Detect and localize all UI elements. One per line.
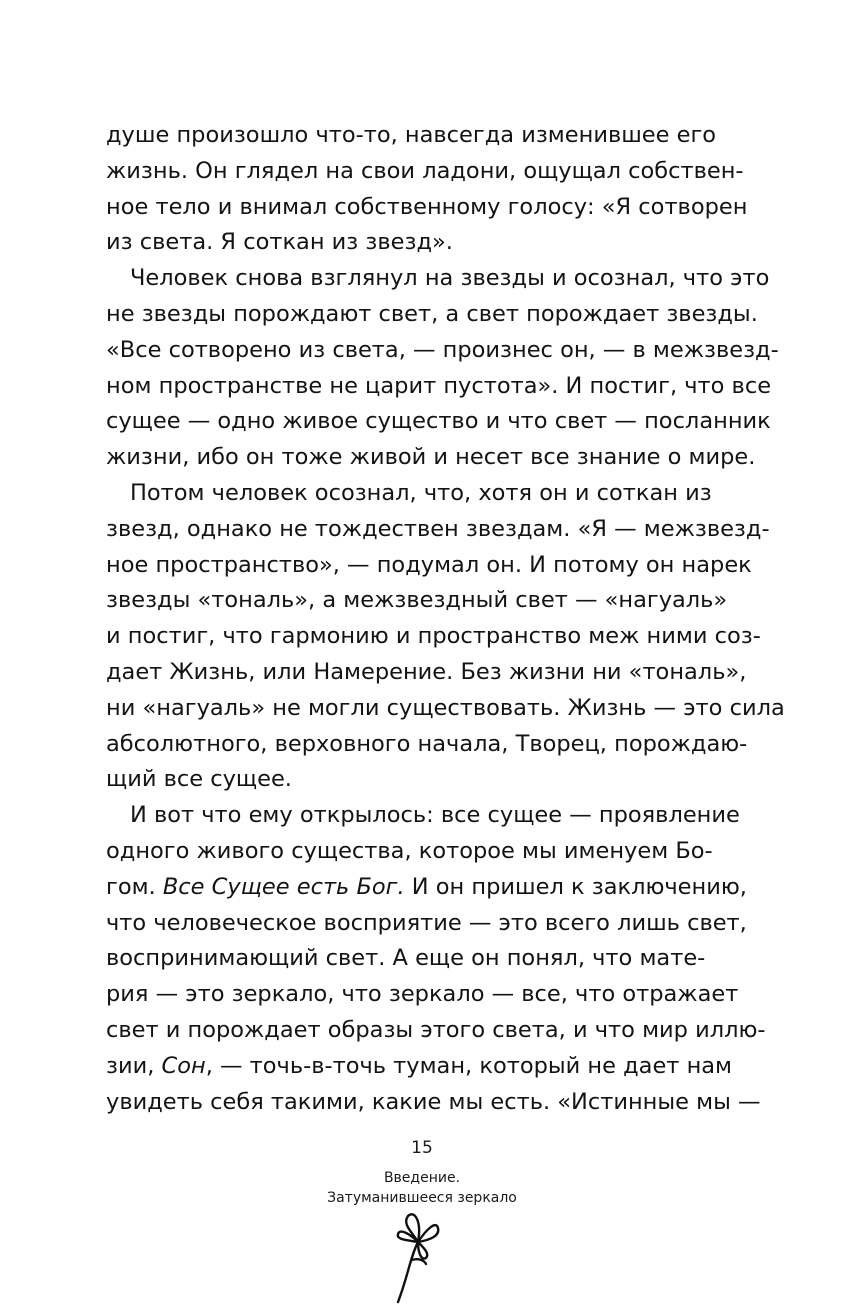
- text-line: одного живого существа, которое мы именуем Бо-: [106, 837, 713, 864]
- running-title-line-2: Затуманившееся зеркало: [327, 1190, 517, 1206]
- text-line: из света. Я соткан из звезд».: [106, 229, 453, 256]
- text-line: ни «нагуаль» не могли существовать. Жизнь — это сила: [106, 694, 785, 721]
- text-line: рия — это зеркало, что зеркало — все, что отражает: [106, 981, 739, 1008]
- text-line: ное тело и внимал собственному голосу: «Я сотворен: [106, 193, 748, 220]
- text-line: звезд, однако не тождествен звездам. «Я — межзвезд-: [106, 515, 770, 542]
- flower-sprig-icon: [388, 1206, 448, 1306]
- text-line: абсолютного, верховного начала, Творец, порождаю-: [106, 730, 748, 757]
- text-line: жизни, ибо он тоже живой и несет все знание о мире.: [106, 444, 756, 471]
- paragraph: [106, 798, 766, 1120]
- text-line: зии, Сон, — точь-в-точь туман, который не дает нам: [106, 1052, 733, 1079]
- text-line: дает Жизнь, или Намерение. Без жизни ни «тональ»,: [106, 658, 747, 685]
- text-line: и постиг, что гармонию и пространство меж ними соз-: [106, 623, 761, 650]
- text-line: гом. Все Сущее есть Бог. И он пришел к заключению,: [106, 873, 747, 900]
- text-line: жизнь. Он глядел на свои ладони, ощущал собствен-: [106, 157, 744, 184]
- text-line: Человек снова взглянул на звезды и осознал, что это: [130, 265, 770, 292]
- text-line: звезды «тональ», а межзвездный свет — «нагуаль»: [106, 587, 728, 614]
- paragraph: [106, 118, 748, 261]
- page-number: 15: [411, 1138, 433, 1158]
- body-text: [106, 118, 785, 1120]
- text-line: И вот что ему открылось: все сущее — проявление: [130, 802, 740, 829]
- text-line: ном пространстве не царит пустота». И постиг, что все: [106, 372, 772, 399]
- paragraph: [106, 476, 785, 798]
- text-line: увидеть себя такими, какие мы есть. «Истинные мы —: [106, 1088, 761, 1115]
- running-title-line-1: Введение.: [383, 1170, 461, 1186]
- text-line: душе произошло что-то, навсегда изменившее его: [106, 122, 717, 148]
- text-line: свет и порождает образы этого света, и что мир иллю-: [106, 1016, 766, 1043]
- text-line: Потом человек осознал, что, хотя он и соткан из: [130, 479, 712, 506]
- running-title: [0, 1168, 844, 1208]
- text-line: сущее — одно живое существо и что свет — посланник: [106, 408, 771, 435]
- text-line: что человеческое восприятие — это всего лишь свет,: [106, 909, 747, 936]
- paragraph: [106, 261, 779, 476]
- text-line: не звезды порождают свет, а свет порождает звезды.: [106, 300, 758, 327]
- text-line: щий все сущее.: [106, 766, 292, 793]
- text-line: «Все сотворено из света, — произнес он, — в межзвезд-: [106, 336, 779, 363]
- text-line: ное пространство», — подумал он. И потому он нарек: [106, 551, 752, 578]
- text-line: воспринимающий свет. А еще он понял, что мате-: [106, 945, 706, 972]
